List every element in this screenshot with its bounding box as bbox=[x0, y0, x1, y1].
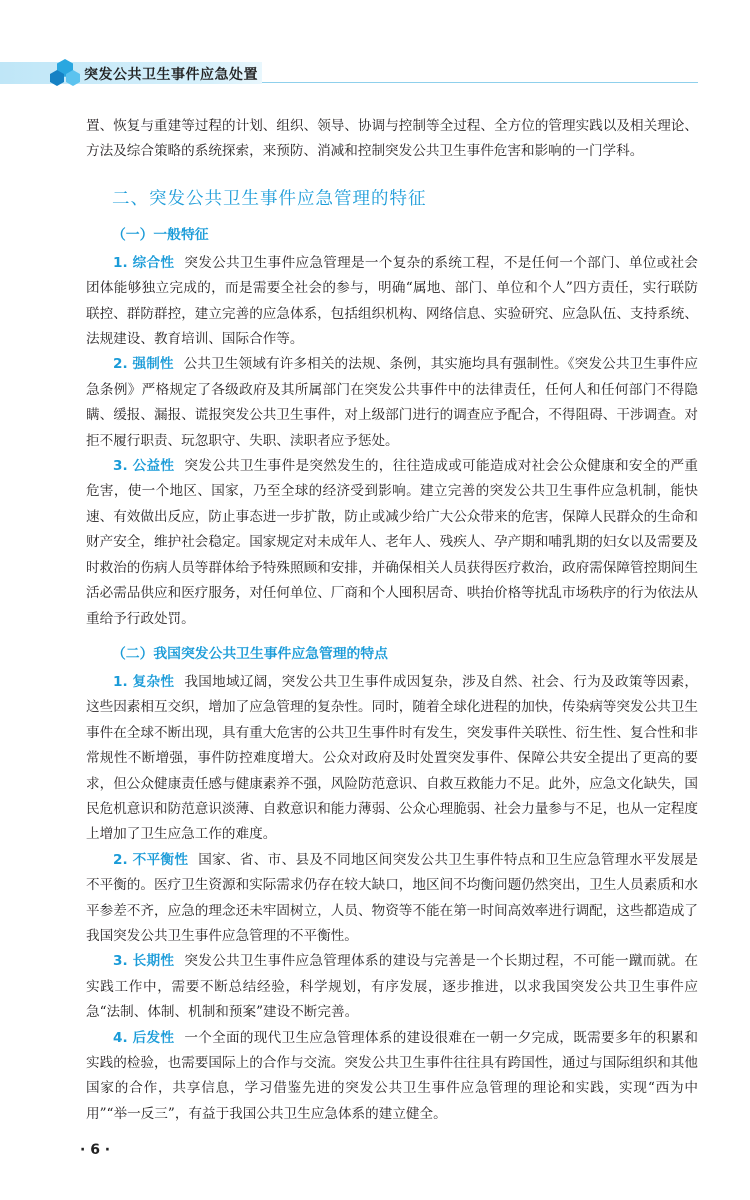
feature-keyword: 1. 综合性 bbox=[113, 254, 175, 271]
running-header-title: 突发公共卫生事件应急处置 bbox=[84, 67, 258, 83]
feature-paragraph bbox=[86, 670, 698, 848]
feature-paragraph bbox=[86, 454, 698, 632]
page-content bbox=[86, 114, 698, 1127]
feature-text: 我国地域辽阔，突发公共卫生事件成因复杂，涉及自然、社会、行为及政策等因素，这些因素相互交织，增加了应急管理的复杂性。同时，随着全球化进程的加快，传染病等突发公共卫生事件在全球不断出现，具有重大危害的公共卫生事件时有发生，突发事件关联性、衍生性、复合性和非常规性不断增强，事件防控难度增大。公众对政府及时处置突发事件、保障公共安全提出了更高的要求，但公众健康责任感与健康素养不强，风险防范意识、自救互救能力不足。此外，应急文化缺失，国民危机意识和防范意识淡薄、自救意识和能力薄弱、公众心理脆弱、社会力量参与不足，也从一定程度上增加了卫生应急工作的难度。 bbox=[86, 673, 698, 843]
feature-text: 突发公共卫生事件应急管理体系的建设与完善是一个长期过程，不可能一蹴而就。在实践工作中，需要不断总结经验，科学规划，有序发展，逐步推进，以求我国突发公共卫生事件应急“法制、体制、机制和预案”建设不断完善。 bbox=[86, 953, 698, 1021]
feature-paragraph bbox=[86, 352, 698, 454]
hexagon-logo-icon bbox=[48, 58, 82, 88]
feature-keyword: 3. 长期性 bbox=[113, 953, 175, 970]
feature-paragraph bbox=[86, 848, 698, 950]
feature-keyword: 3. 公益性 bbox=[113, 458, 175, 475]
feature-paragraph bbox=[86, 1026, 698, 1128]
feature-keyword: 1. 复杂性 bbox=[113, 673, 175, 690]
feature-paragraph bbox=[86, 251, 698, 353]
intro-paragraph: 置、恢复与重建等过程的计划、组织、领导、协调与控制等全过程、全方位的管理实践以及相关理论、方法及综合策略的系统探索，来预防、消减和控制突发公共卫生事件危害和影响的一门学科。 bbox=[86, 118, 698, 160]
feature-keyword: 2. 不平衡性 bbox=[113, 851, 189, 868]
running-header bbox=[0, 60, 750, 88]
feature-text: 突发公共卫生事件是突然发生的，往往造成或可能造成对社会公众健康和安全的严重危害，使一个地区、国家，乃至全球的经济受到影响。建立完善的突发公共卫生事件应急机制，能快速、有效做出反应，防止事态进一步扩散，防止或减少给广大公众带来的危害，保障人民群众的生命和财产安全，维护社会稳定。国家规定对未成年人、老年人、残疾人、孕产期和哺乳期的妇女以及需要及时救治的伤病人员等群体给予特殊照顾和安排，并确保相关人员获得医疗救治，政府需保障管控期间生活必需品供应和医疗服务，对任何单位、厂商和个人囤积居奇、哄抬价格等扰乱市场秩序的行为依法从重给予行政处罚。 bbox=[86, 458, 698, 627]
feature-text: 一个全面的现代卫生应急管理体系的建设很难在一朝一夕完成，既需要多年的积累和实践的检验，也需要国际上的合作与交流。突发公共卫生事件往往具有跨国性，通过与国际组织和其他国家的合作，共享信息，学习借鉴先进的突发公共卫生事件应急管理的理论和实践，实现“西为中用”“举一反三”，有益于我国公共卫生应急体系的建立健全。 bbox=[86, 1029, 698, 1122]
feature-keyword: 2. 强制性 bbox=[113, 356, 174, 373]
feature-text: 国家、省、市、县及不同地区间突发公共卫生事件特点和卫生应急管理水平发展是不平衡的。医疗卫生资源和实际需求仍存在较大缺口，地区间不均衡问题仍然突出，卫生人员素质和水平参差不齐，应急的理念还未牢固树立，人员、物资等不能在第一时间高效率进行调配，这些都造成了我国突发公共卫生事件应急管理的不平衡性。 bbox=[86, 851, 698, 944]
section-heading: 二、突发公共卫生事件应急管理的特征 bbox=[112, 188, 427, 209]
header-rule bbox=[262, 82, 698, 83]
feature-paragraph bbox=[86, 949, 698, 1025]
page-number: · 6 · bbox=[80, 1142, 111, 1158]
feature-text: 突发公共卫生事件应急管理是一个复杂的系统工程，不是任何一个部门、单位或社会团体能够独立完成的，而是需要全社会的参与，明确“属地、部门、单位和个人”四方责任，实行联防联控、群防群控，建立完善的应急体系，包括组织机构、网络信息、实验研究、应急队伍、支持系统、法规建设、教育培训、国际合作等。 bbox=[86, 254, 698, 348]
feature-text: 公共卫生领域有许多相关的法规、条例，其实施均具有强制性。《突发公共卫生事件应急条例》严格规定了各级政府及其所属部门在突发公共事件中的法律责任，任何人和任何部门不得隐瞒、缓报、漏报、谎报突发公共卫生事件，对上级部门进行的调查应予配合，不得阻碍、干涉调查。对拒不履行职责、玩忽职守、失职、渎职者应予惩处。 bbox=[86, 356, 698, 449]
subsection-heading-china: （二）我国突发公共卫生事件应急管理的特点 bbox=[112, 645, 388, 662]
feature-keyword: 4. 后发性 bbox=[113, 1029, 175, 1046]
subsection-heading-general: （一）一般特征 bbox=[112, 226, 209, 243]
